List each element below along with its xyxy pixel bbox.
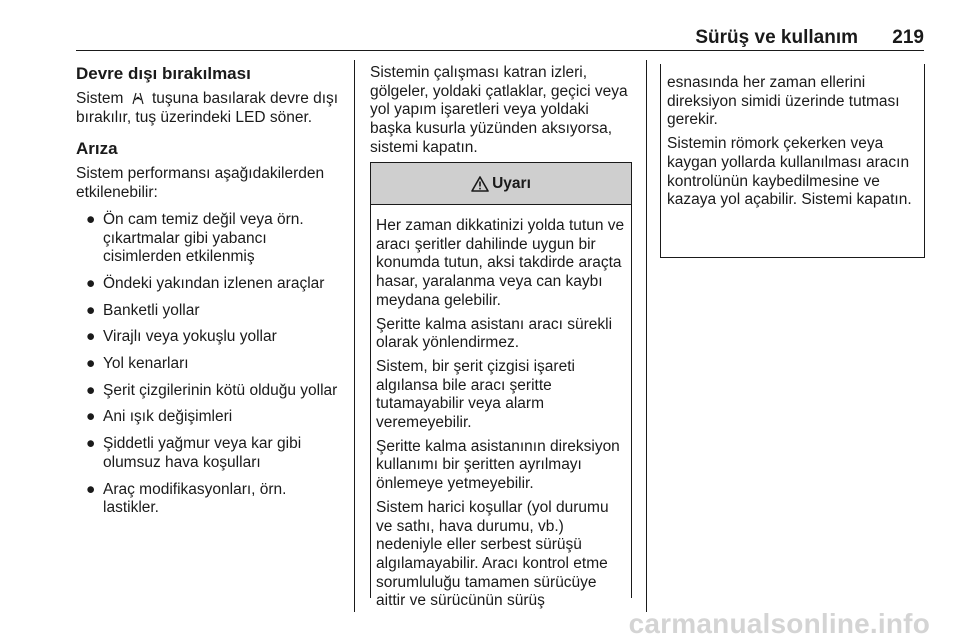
warning-header xyxy=(371,163,631,205)
section-heading-deactivation: Devre dışı bırakılması xyxy=(76,64,251,83)
warning-continued-paragraph: esnasında her zaman ellerini direksiyon simidi üzerinde tutması gerekir. xyxy=(667,74,900,129)
fault-bullet-list xyxy=(76,211,341,518)
warning-continued-body xyxy=(661,64,924,210)
warning-continued-paragraph: Sistemin römork çekerken veya kaygan yollarda kullanılması aracın kontrolünün kaybedilmesine ve kazaya yol açabilir. Sistemi kapatın. xyxy=(667,135,912,209)
warning-body xyxy=(371,205,631,611)
column-2-intro: Sistemin çalışması katran izleri, gölgeler, yoldaki çatlaklar, geçici veya yol yapım işaretleri veya yoldaki başka kusurla yüzünden aksıyorsa, sistemi kapatın. xyxy=(370,64,628,156)
bullet-icon: ● xyxy=(86,408,96,426)
header-rule xyxy=(76,50,924,51)
column-divider-right xyxy=(646,60,647,612)
bullet-icon: ● xyxy=(86,355,96,373)
column-2 xyxy=(370,64,632,158)
section-heading-fault: Arıza xyxy=(76,139,118,159)
warning-title: Uyarı xyxy=(492,174,531,192)
list-item: ● Banketli yollar xyxy=(86,301,200,319)
deactivation-paragraph xyxy=(76,90,341,127)
list-item: ● Yol kenarları xyxy=(86,355,189,373)
page-header xyxy=(0,0,960,50)
lane-keep-assist-icon xyxy=(130,91,146,105)
warning-paragraph: Sistem, bir şerit çizgisi işareti algılansa bile aracı şeritte tutamayabilir veya alarm veremeyebilir. xyxy=(376,357,575,432)
warning-triangle-icon xyxy=(471,176,489,192)
column-divider-left xyxy=(354,60,355,612)
bullet-icon: ● xyxy=(86,381,96,399)
list-item: ● Ani ışık değişimleri xyxy=(86,408,233,426)
warning-paragraph: Sistem harici koşullar (yol durumu ve sathı, hava durumu, vb.) nedeniyle eller serbest sürüşü algılamayabilir. Aracı kontrol etme sorumluluğu tamamen sürücüye aittir ve sürücünün sürüş xyxy=(376,498,609,610)
deactivation-text-end: tuşuna basılarak devre dışı bırakılır, tuş üzerindeki LED söner. xyxy=(76,90,339,126)
warning-box-continued xyxy=(660,64,925,258)
list-item: ● Şerit çizgilerinin kötü olduğu yollar xyxy=(86,381,338,399)
fault-intro: Sistem performansı aşağıdakilerden etkilenebilir: xyxy=(76,165,325,202)
bullet-icon: ● xyxy=(86,301,96,319)
bullet-icon: ● xyxy=(86,274,96,292)
column-1 xyxy=(76,64,341,526)
deactivation-text-start: Sistem xyxy=(76,90,124,107)
list-item: ● Virajlı veya yokuşlu yollar xyxy=(86,328,277,346)
warning-box xyxy=(370,162,632,610)
bullet-icon: ● xyxy=(86,480,96,498)
page-title: Sürüş ve kullanım xyxy=(695,27,858,48)
list-item: ● Şiddetli yağmur veya kar gibi olumsuz hava koşulları xyxy=(86,435,302,471)
warning-paragraph: Şeritte kalma asistanı aracı sürekli olarak yönlendirmez. xyxy=(376,315,613,352)
page-number: 219 xyxy=(892,27,924,48)
list-item: ● Araç modifikasyonları, örn. lastikler. xyxy=(86,480,287,517)
bullet-icon: ● xyxy=(86,210,96,228)
watermark: carmanualsonline.info xyxy=(628,608,930,639)
warning-paragraph: Şeritte kalma asistanının direksiyon kullanımı bir şeritten ayrılmayı önlemeye yetmeyebilir. xyxy=(376,437,620,493)
bullet-icon: ● xyxy=(86,435,96,453)
bullet-icon: ● xyxy=(86,328,96,346)
warning-paragraph: Her zaman dikkatinizi yolda tutun ve aracı şeritler dahilinde uygun bir konumda tutun, aksi takdirde araçta hasar, yaralanma veya can kaybı meydana gelebilir. xyxy=(376,217,625,309)
list-item: ● Ön cam temiz değil veya örn. çıkartmalar gibi yabancı cisimlerden etkilenmiş xyxy=(86,210,304,266)
list-item: ● Öndeki yakından izlenen araçlar xyxy=(86,274,325,292)
